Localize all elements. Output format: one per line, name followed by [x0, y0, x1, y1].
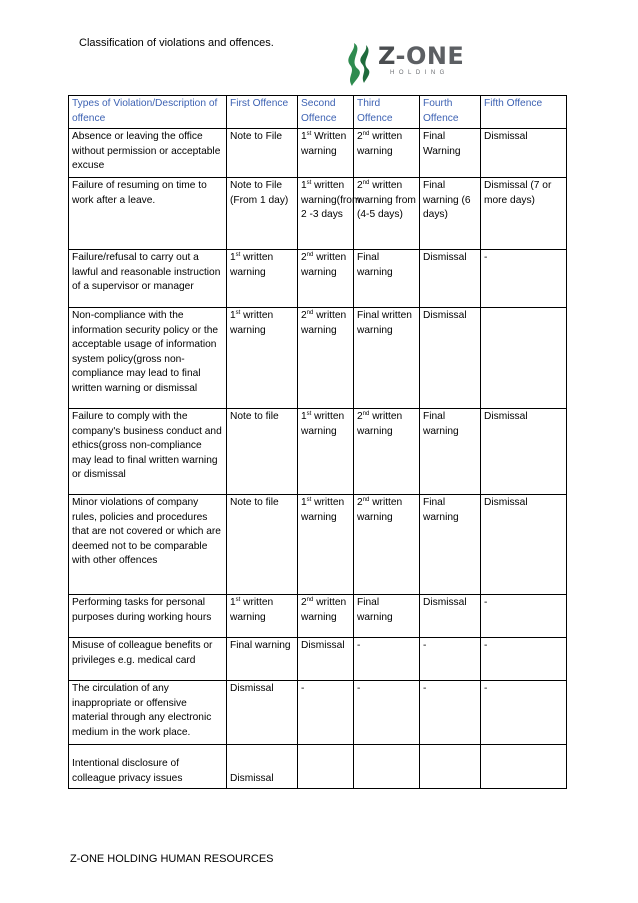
- page-footer: Z-ONE HOLDING HUMAN RESOURCES: [70, 853, 274, 865]
- cell-text: Minor violations of company rules, policies and procedures that are not covered or which are deemed not to be comparable with other offences: [72, 497, 221, 566]
- cell-text: 1: [230, 597, 236, 608]
- header-fourth-offence: Fourth Offence: [420, 96, 481, 129]
- cell-text: written warning: [230, 310, 274, 336]
- cell-text: -: [423, 683, 427, 694]
- cell-fourth-offence: [420, 495, 481, 595]
- cell-fifth-offence: [481, 745, 567, 789]
- cell-text: Written warning: [301, 131, 347, 157]
- cell-text: -: [484, 252, 488, 263]
- cell-text: Final warning: [423, 497, 459, 523]
- cell-text: written warning: [230, 252, 274, 278]
- ordinal-suffix: nd: [362, 180, 370, 186]
- table-row: [69, 745, 567, 789]
- cell-text: Non-compliance with the information security policy or the acceptable usage of information system policy(gross non-compliance may lead to final written warning or dismissal: [72, 310, 219, 394]
- ordinal-suffix: st: [235, 252, 241, 258]
- table-row: [69, 409, 567, 495]
- cell-violation-description: [69, 308, 227, 409]
- cell-fifth-offence: [481, 638, 567, 681]
- table-header-row: [69, 96, 567, 129]
- company-logo: [344, 39, 474, 89]
- cell-text: 2: [301, 252, 307, 263]
- cell-first-offence: [227, 681, 298, 745]
- cell-violation-description: [69, 681, 227, 745]
- document-title: Classification of violations and offences.: [79, 37, 274, 49]
- cell-text: Failure/refusal to carry out a lawful and reasonable instruction of a supervisor or manager: [72, 252, 221, 292]
- cell-second-offence: [298, 595, 354, 638]
- cell-text: Note to file: [230, 411, 279, 422]
- cell-third-offence: [354, 308, 420, 409]
- ordinal-suffix: st: [306, 180, 312, 186]
- cell-fifth-offence: [481, 308, 567, 409]
- cell-text: written warning: [301, 411, 345, 437]
- table-row: [69, 595, 567, 638]
- cell-third-offence: [354, 178, 420, 250]
- header-first-offence: First Offence: [227, 96, 298, 129]
- cell-fifth-offence: [481, 129, 567, 178]
- cell-second-offence: [298, 495, 354, 595]
- cell-text: Performing tasks for personal purposes during working hours: [72, 597, 212, 623]
- table-row: [69, 638, 567, 681]
- cell-text: written warning(from 2 -3 days: [301, 180, 361, 220]
- cell-third-offence: [354, 495, 420, 595]
- cell-text: Final warning: [230, 640, 291, 651]
- ordinal-suffix: nd: [362, 497, 370, 503]
- cell-text: 2: [301, 310, 307, 321]
- table-row: [69, 495, 567, 595]
- cell-text: Dismissal (7 or more days): [484, 180, 552, 206]
- cell-fifth-offence: [481, 250, 567, 308]
- cell-fourth-offence: [420, 595, 481, 638]
- cell-text: Final written warning: [357, 310, 412, 336]
- cell-violation-description: [69, 595, 227, 638]
- table-body: [69, 129, 567, 789]
- cell-text: Intentional disclosure of colleague privacy issues: [72, 758, 183, 784]
- cell-text: 2: [357, 411, 363, 422]
- leaf-swirl-icon: [344, 39, 378, 89]
- cell-text: -: [357, 683, 361, 694]
- cell-text: Note to File: [230, 131, 283, 142]
- cell-text: written warning: [357, 131, 403, 157]
- cell-violation-description: [69, 409, 227, 495]
- cell-violation-description: [69, 250, 227, 308]
- ordinal-suffix: st: [306, 131, 312, 137]
- cell-text: Final warning: [423, 411, 459, 437]
- cell-text: 1: [301, 180, 307, 191]
- cell-fourth-offence: [420, 409, 481, 495]
- cell-text: Dismissal: [230, 772, 274, 784]
- cell-fourth-offence: [420, 745, 481, 789]
- cell-second-offence: [298, 178, 361, 250]
- cell-text: The circulation of any inappropriate or offensive material through any electronic medium in the work place.: [72, 683, 212, 738]
- table-row: [69, 178, 567, 250]
- ordinal-suffix: nd: [362, 131, 370, 137]
- ordinal-suffix: st: [235, 597, 241, 603]
- cell-text: -: [484, 640, 488, 651]
- cell-text: 1: [301, 131, 307, 142]
- cell-first-offence: [227, 250, 298, 308]
- cell-second-offence: [298, 681, 354, 745]
- cell-text: -: [301, 683, 305, 694]
- cell-third-offence: [354, 595, 420, 638]
- cell-text: 1: [230, 310, 236, 321]
- cell-second-offence: [298, 745, 354, 789]
- ordinal-suffix: st: [306, 497, 312, 503]
- cell-text: 2: [357, 497, 363, 508]
- cell-fifth-offence: [481, 595, 567, 638]
- cell-second-offence: [298, 409, 354, 495]
- logo-subtext: HOLDING: [390, 70, 449, 76]
- cell-third-offence: [354, 638, 420, 681]
- cell-text: Dismissal: [423, 597, 467, 608]
- cell-second-offence: [298, 308, 354, 409]
- cell-text: written warning: [301, 310, 347, 336]
- cell-text: 2: [357, 180, 363, 191]
- violations-table: [68, 95, 567, 789]
- cell-fourth-offence: [420, 250, 481, 308]
- cell-text: Failure to comply with the company's business conduct and ethics(gross non-compliance may lead to final written warning or dismissal: [72, 411, 222, 480]
- cell-first-offence: [227, 595, 298, 638]
- cell-second-offence: [298, 250, 354, 308]
- header-second-offence: Second Offence: [298, 96, 354, 129]
- ordinal-suffix: nd: [362, 411, 370, 417]
- cell-violation-description: [69, 178, 227, 250]
- cell-text: Dismissal: [423, 310, 467, 321]
- cell-text: written warning from (4-5 days): [357, 180, 416, 220]
- table-row: [69, 129, 567, 178]
- cell-violation-description: [69, 745, 227, 789]
- table-row: [69, 681, 567, 745]
- cell-text: Dismissal: [423, 252, 467, 263]
- cell-text: written warning: [357, 411, 403, 437]
- ordinal-suffix: nd: [306, 252, 314, 258]
- cell-text: Final warning: [357, 252, 393, 278]
- cell-first-offence: [227, 308, 298, 409]
- cell-first-offence: [227, 638, 298, 681]
- cell-fourth-offence: [420, 178, 481, 250]
- cell-first-offence: [227, 178, 298, 250]
- cell-text: Final warning: [357, 597, 393, 623]
- cell-third-offence: [354, 409, 420, 495]
- cell-text: written warning: [301, 497, 345, 523]
- ordinal-suffix: st: [306, 411, 312, 417]
- cell-text: Final warning (6 days): [423, 180, 471, 220]
- cell-fifth-offence: [481, 495, 567, 595]
- cell-first-offence: [227, 129, 298, 178]
- ordinal-suffix: nd: [306, 597, 314, 603]
- cell-text: Final Warning: [423, 131, 461, 157]
- cell-second-offence: [298, 129, 354, 178]
- cell-third-offence: [354, 681, 420, 745]
- cell-text: Note to file: [230, 497, 279, 508]
- cell-text: 2: [357, 131, 363, 142]
- cell-fourth-offence: [420, 638, 481, 681]
- cell-fifth-offence: [481, 681, 567, 745]
- cell-text: 1: [301, 411, 307, 422]
- table-row: [69, 308, 567, 409]
- cell-text: Note to File (From 1 day): [230, 180, 289, 206]
- cell-third-offence: [354, 250, 420, 308]
- cell-text: Misuse of colleague benefits or privileges e.g. medical card: [72, 640, 213, 666]
- cell-text: Absence or leaving the office without permission or acceptable excuse: [72, 131, 221, 171]
- cell-text: -: [423, 640, 427, 651]
- cell-text: -: [484, 597, 488, 608]
- header-fifth-offence: Fifth Offence: [481, 96, 567, 129]
- cell-fourth-offence: [420, 681, 481, 745]
- cell-text: Failure of resuming on time to work after a leave.: [72, 180, 207, 206]
- cell-text: 2: [301, 597, 307, 608]
- ordinal-suffix: st: [235, 310, 241, 316]
- cell-fifth-offence: [481, 409, 567, 495]
- cell-text: -: [484, 683, 488, 694]
- cell-fifth-offence: [481, 178, 567, 250]
- cell-text: -: [357, 640, 361, 651]
- cell-third-offence: [354, 745, 420, 789]
- cell-violation-description: [69, 638, 227, 681]
- cell-text: 1: [230, 252, 236, 263]
- logo-wordmark: Z-ONE: [378, 42, 465, 70]
- cell-first-offence: [227, 495, 298, 595]
- cell-text: written warning: [301, 597, 347, 623]
- cell-violation-description: [69, 495, 227, 595]
- cell-text: written warning: [357, 497, 403, 523]
- cell-first-offence: [227, 409, 298, 495]
- header-violation-type: Types of Violation/Description of offence: [69, 96, 227, 129]
- table-row: [69, 250, 567, 308]
- cell-text: Dismissal: [484, 131, 528, 142]
- cell-text: Dismissal: [484, 497, 528, 508]
- cell-first-offence: [227, 745, 298, 789]
- cell-violation-description: [69, 129, 227, 178]
- cell-text: Dismissal: [484, 411, 528, 422]
- cell-fourth-offence: [420, 129, 481, 178]
- cell-text: Dismissal: [301, 640, 345, 651]
- cell-text: 1: [301, 497, 307, 508]
- ordinal-suffix: nd: [306, 310, 314, 316]
- cell-text: written warning: [301, 252, 347, 278]
- header-third-offence: Third Offence: [354, 96, 420, 129]
- cell-fourth-offence: [420, 308, 481, 409]
- cell-text: written warning: [230, 597, 274, 623]
- cell-third-offence: [354, 129, 420, 178]
- cell-text: Dismissal: [230, 683, 274, 694]
- cell-second-offence: [298, 638, 354, 681]
